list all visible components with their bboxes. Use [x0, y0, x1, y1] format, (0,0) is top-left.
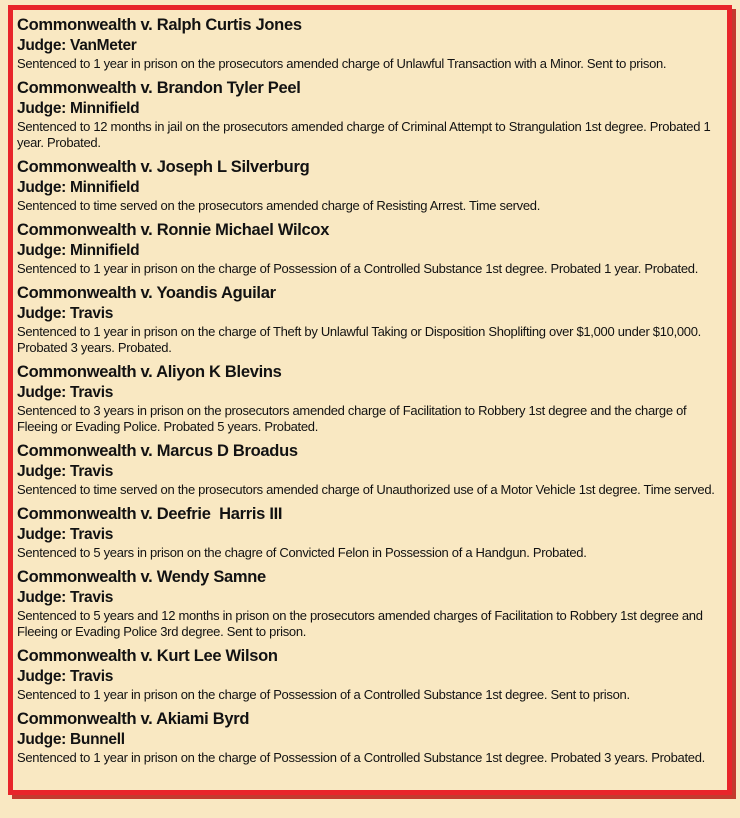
case-title: Commonwealth v. Deefrie Harris III [17, 505, 283, 523]
case-title: Commonwealth v. Joseph L Silverburg [17, 158, 310, 176]
case-title: Commonwealth v. Aliyon K Blevins [17, 363, 282, 381]
case-entry [17, 441, 722, 498]
case-entry [17, 709, 722, 766]
case-judge: Judge: Minnifield [17, 179, 140, 196]
case-sentence: Sentenced to time served on the prosecutors amended charge of Unauthorized use of a Motor Vehicle 1st degree. Time served. [17, 482, 715, 497]
case-title: Commonwealth v. Yoandis Aguilar [17, 284, 276, 302]
case-title: Commonwealth v. Kurt Lee Wilson [17, 647, 278, 665]
case-sentence: Sentenced to 12 months in jail on the prosecutors amended charge of Criminal Attempt to Strangulation 1st degree. Probated 1 year. Probated. [17, 119, 711, 150]
case-judge: Judge: Minnifield [17, 100, 140, 117]
case-judge: Judge: Travis [17, 305, 114, 322]
case-title: Commonwealth v. Akiami Byrd [17, 710, 250, 728]
red-border-frame [8, 5, 732, 795]
case-sentence: Sentenced to 1 year in prison on the charge of Theft by Unlawful Taking or Disposition Shoplifting over $1,000 under $10,000. Probated 3 years. Probated. [17, 324, 701, 355]
case-entry [17, 504, 722, 561]
case-entry [17, 283, 722, 356]
case-list [13, 10, 727, 766]
case-title: Commonwealth v. Ronnie Michael Wilcox [17, 221, 330, 239]
case-judge: Judge: Travis [17, 463, 114, 480]
case-sentence: Sentenced to 1 year in prison on the charge of Possession of a Controlled Substance 1st degree. Sent to prison. [17, 687, 630, 702]
case-entry [17, 78, 722, 151]
case-title: Commonwealth v. Wendy Samne [17, 568, 266, 586]
case-title: Commonwealth v. Marcus D Broadus [17, 442, 298, 460]
case-judge: Judge: VanMeter [17, 37, 137, 54]
case-judge: Judge: Travis [17, 668, 114, 685]
case-entry [17, 362, 722, 435]
case-entry [17, 567, 722, 640]
case-judge: Judge: Travis [17, 384, 114, 401]
case-entry [17, 220, 722, 277]
case-sentence: Sentenced to 1 year in prison on the charge of Possession of a Controlled Substance 1st degree. Probated 3 years. Probated. [17, 750, 705, 765]
case-entry [17, 646, 722, 703]
case-sentence: Sentenced to 3 years in prison on the prosecutors amended charge of Facilitation to Robbery 1st degree and the charge of Fleeing or Evading Police. Probated 5 years. Probated. [17, 403, 687, 434]
case-sentence: Sentenced to 1 year in prison on the prosecutors amended charge of Unlawful Transaction with a Minor. Sent to prison. [17, 56, 667, 71]
case-judge: Judge: Travis [17, 526, 114, 543]
case-sentence: Sentenced to 5 years and 12 months in prison on the prosecutors amended charges of Facilitation to Robbery 1st degree and Fleeing or Evading Police 3rd degree. Sent to prison. [17, 608, 703, 639]
case-sentence: Sentenced to 1 year in prison on the charge of Possession of a Controlled Substance 1st degree. Probated 1 year. Probated. [17, 261, 699, 276]
case-entry [17, 15, 722, 72]
case-title: Commonwealth v. Brandon Tyler Peel [17, 79, 301, 97]
case-entry [17, 157, 722, 214]
case-sentence: Sentenced to time served on the prosecutors amended charge of Resisting Arrest. Time served. [17, 198, 541, 213]
case-judge: Judge: Travis [17, 589, 114, 606]
case-title: Commonwealth v. Ralph Curtis Jones [17, 16, 302, 34]
case-judge: Judge: Minnifield [17, 242, 140, 259]
case-judge: Judge: Bunnell [17, 731, 125, 748]
case-sentence: Sentenced to 5 years in prison on the chagre of Convicted Felon in Possession of a Handgun. Probated. [17, 545, 587, 560]
